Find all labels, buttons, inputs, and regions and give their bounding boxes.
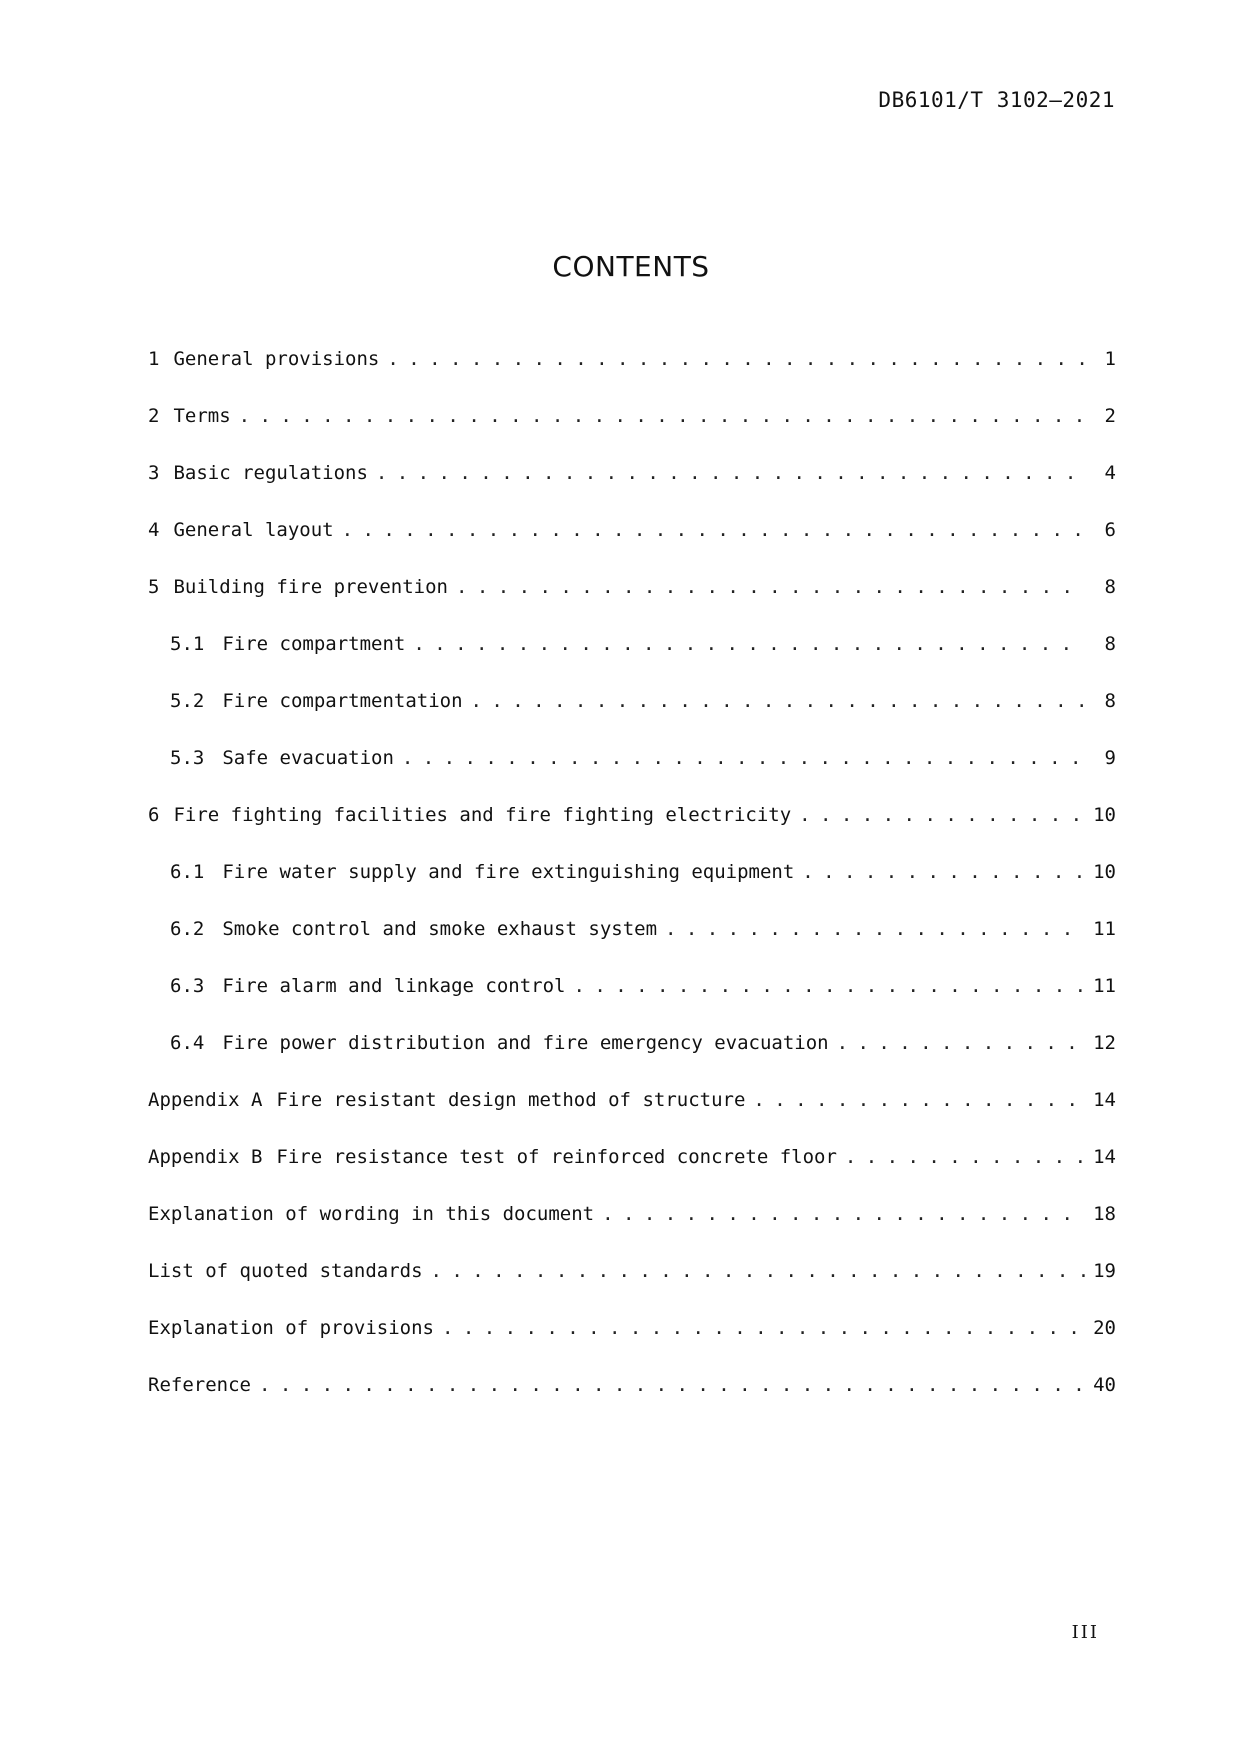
toc-entry-number: Appendix A [148,1089,263,1111]
toc-entry-page: 8 [1104,690,1116,712]
toc-entry-page: 11 [1093,975,1116,997]
toc-entry-label: Building fire prevention [173,576,448,598]
toc-entry-label: Fire fighting facilities and fire fighting electricity [173,804,792,826]
contents-title: CONTENTS [552,250,710,283]
toc-entry-label: Fire resistance test of reinforced concrete floor [276,1146,837,1168]
toc-entry-page: 14 [1093,1089,1116,1111]
toc-entry-number: Appendix B [148,1146,263,1168]
toc-entry-number: 6.2 [170,918,205,940]
toc-entry[interactable] [148,1256,1116,1313]
toc-entry-number: 5.1 [170,633,205,655]
toc-entry-number: 5 [148,576,160,598]
toc-entry-number: 5.3 [170,747,205,769]
toc-entry-number: 6.4 [170,1032,205,1054]
toc-entry-page: 11 [1093,918,1116,940]
toc-dot-leader [799,800,1085,830]
toc-entry[interactable] [148,458,1116,515]
toc-entry-page: 10 [1093,804,1116,826]
toc-entry-label: Terms [173,405,231,427]
toc-dot-leader [442,1313,1085,1343]
toc-entry-page: 10 [1093,861,1116,883]
toc-entry[interactable] [148,800,1116,857]
toc-entry-label: Fire power distribution and fire emergency evacuation [222,1032,829,1054]
toc-entry[interactable] [148,629,1116,686]
toc-entry-label: General provisions [173,348,380,370]
toc-entry-label: General layout [173,519,334,541]
toc-entry-label: Fire compartment [222,633,406,655]
table-of-contents [148,344,1116,1427]
toc-dot-leader [431,1256,1086,1286]
toc-dot-leader [413,629,1086,659]
toc-entry-page: 2 [1104,405,1116,427]
toc-entry-page: 6 [1104,519,1116,541]
toc-entry[interactable] [148,914,1116,971]
toc-entry-page: 1 [1104,348,1116,370]
toc-dot-leader [665,914,1085,944]
toc-entry-page: 14 [1093,1146,1116,1168]
toc-entry[interactable] [148,971,1116,1028]
toc-entry[interactable] [148,686,1116,743]
toc-entry[interactable] [148,857,1116,914]
toc-entry[interactable] [148,1028,1116,1085]
toc-entry[interactable] [148,1199,1116,1256]
toc-dot-leader [239,401,1086,431]
toc-entry-label: Explanation of provisions [148,1317,434,1339]
toc-entry-page: 18 [1093,1203,1116,1225]
toc-entry-page: 9 [1104,747,1116,769]
toc-entry-number: 6.3 [170,975,205,997]
toc-dot-leader [387,344,1086,374]
toc-entry-label: Explanation of wording in this document [148,1203,595,1225]
toc-entry-number: 3 [148,462,160,484]
toc-entry-page: 20 [1093,1317,1116,1339]
toc-entry[interactable] [148,572,1116,629]
toc-entry-page: 8 [1104,576,1116,598]
toc-dot-leader [602,1199,1085,1229]
toc-dot-leader [456,572,1086,602]
toc-entry-number: 1 [148,348,160,370]
toc-entry-label: Reference [148,1374,251,1396]
toc-entry-label: Basic regulations [173,462,368,484]
toc-entry[interactable] [148,1085,1116,1142]
toc-entry-label: Fire alarm and linkage control [222,975,566,997]
toc-dot-leader [342,515,1086,545]
toc-entry-label: List of quoted standards [148,1260,423,1282]
toc-entry[interactable] [148,401,1116,458]
toc-dot-leader [402,743,1086,773]
page-number: III [1071,1622,1099,1643]
document-code: DB6101/T 3102—2021 [878,88,1115,112]
toc-dot-leader [845,1142,1085,1172]
toc-entry[interactable] [148,1313,1116,1370]
toc-entry[interactable] [148,1142,1116,1199]
toc-entry-page: 40 [1093,1374,1116,1396]
toc-entry-page: 12 [1093,1032,1116,1054]
toc-entry-number: 6 [148,804,160,826]
toc-entry-number: 5.2 [170,690,205,712]
toc-dot-leader [259,1370,1085,1400]
toc-entry-label: Fire compartmentation [222,690,463,712]
toc-entry-page: 19 [1093,1260,1116,1282]
toc-dot-leader [471,686,1086,716]
toc-entry-page: 4 [1104,462,1116,484]
toc-dot-leader [753,1085,1085,1115]
toc-entry-number: 4 [148,519,160,541]
toc-entry-number: 2 [148,405,160,427]
toc-dot-leader [376,458,1086,488]
toc-dot-leader [802,857,1085,887]
toc-entry-number: 6.1 [170,861,205,883]
toc-entry[interactable] [148,515,1116,572]
toc-entry-label: Fire water supply and fire extinguishing equipment [222,861,795,883]
toc-entry[interactable] [148,1370,1116,1427]
toc-entry-label: Smoke control and smoke exhaust system [222,918,658,940]
toc-entry-label: Safe evacuation [222,747,394,769]
toc-entry[interactable] [148,344,1116,401]
toc-dot-leader [837,1028,1086,1058]
toc-entry[interactable] [148,743,1116,800]
toc-dot-leader [574,971,1086,1001]
toc-entry-label: Fire resistant design method of structure [276,1089,746,1111]
toc-entry-page: 8 [1104,633,1116,655]
